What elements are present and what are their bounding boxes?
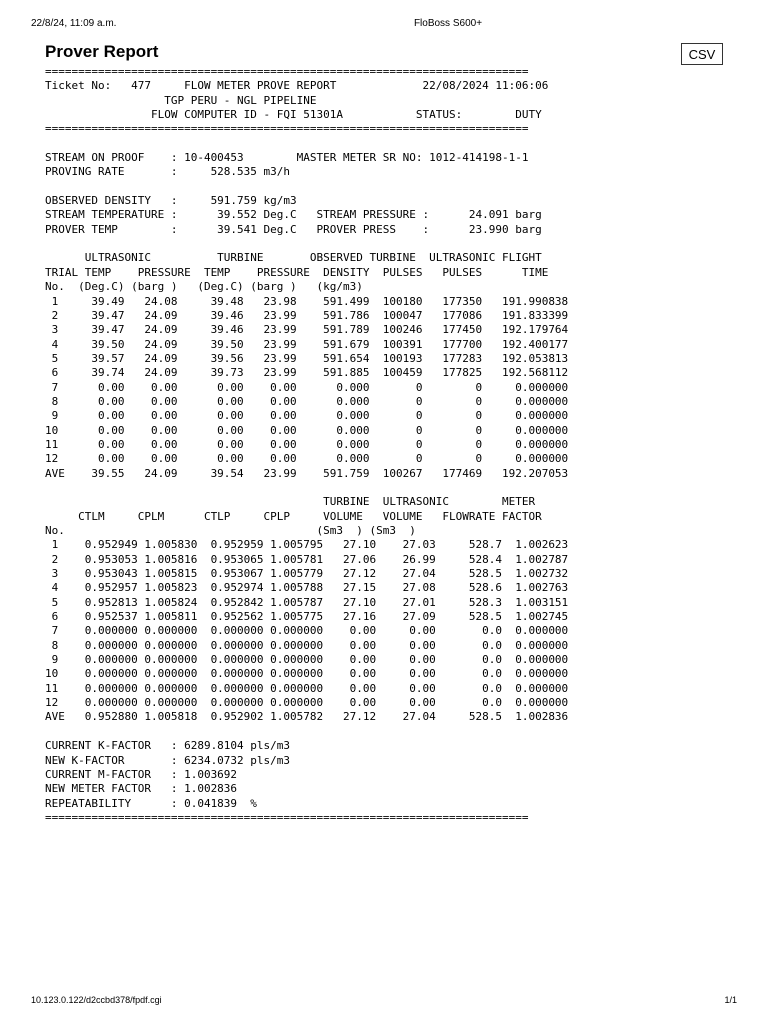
report-line: 12 0.000000 0.000000 0.000000 0.000000 0.00 0.00 0.0 0.000000 xyxy=(45,696,569,710)
report-line: 12 0.00 0.00 0.00 0.00 0.000 0 0 0.000000 xyxy=(45,452,569,466)
report-line: 11 0.00 0.00 0.00 0.00 0.000 0 0 0.000000 xyxy=(45,437,569,451)
report-line: REPEATABILITY : 0.041839 % xyxy=(45,796,257,810)
report-line: PROVER TEMP : 39.541 Deg.C PROVER PRESS : 23.990 barg xyxy=(45,222,542,236)
report-line: 1 0.952949 1.005830 0.952959 1.005795 27.10 27.03 528.7 1.002623 xyxy=(45,538,569,552)
report-line: CURRENT M-FACTOR : 1.003692 xyxy=(45,767,238,781)
report-line: 7 0.00 0.00 0.00 0.00 0.000 0 0 0.000000 xyxy=(45,380,569,394)
report-line: 8 0.00 0.00 0.00 0.00 0.000 0 0 0.000000 xyxy=(45,394,569,408)
report-line: NEW K-FACTOR : 6234.0732 pls/m3 xyxy=(45,753,291,767)
report-line: 6 0.952537 1.005811 0.952562 1.005775 27.16 27.09 528.5 1.002745 xyxy=(45,610,569,624)
report-line: 3 39.47 24.09 39.46 23.99 591.789 100246 177450 192.179764 xyxy=(45,323,569,337)
report-line: 2 39.47 24.09 39.46 23.99 591.786 100047 177086 191.833399 xyxy=(45,308,569,322)
report-line: CURRENT K-FACTOR : 6289.8104 pls/m3 xyxy=(45,739,291,753)
report-line xyxy=(45,180,568,194)
device-name: FloBoss S600+ xyxy=(413,18,483,29)
page-number: 1/1 xyxy=(724,995,737,1005)
print-datetime: 22/8/24, 11:09 a.m. xyxy=(31,18,117,29)
report-line: CTLM CPLM CTLP CPLP VOLUME VOLUME FLOWRATE FACTOR xyxy=(45,509,542,523)
report-line: 2 0.953053 1.005816 0.953065 1.005781 27.06 26.99 528.4 1.002787 xyxy=(45,552,569,566)
report-line: Ticket No: 477 FLOW METER PROVE REPORT 22/08/2024 11:06:06 xyxy=(45,79,549,93)
report-line: NEW METER FACTOR : 1.002836 xyxy=(45,782,238,796)
report-line: 3 0.953043 1.005815 0.953067 1.005779 27.12 27.04 528.5 1.002732 xyxy=(45,567,569,581)
report-line: 10 0.00 0.00 0.00 0.00 0.000 0 0 0.000000 xyxy=(45,423,569,437)
report-line: ULTRASONIC TURBINE OBSERVED TURBINE ULTRASONIC FLIGHT xyxy=(45,251,542,265)
report-line: 1 39.49 24.08 39.48 23.98 591.499 100180 177350 191.990838 xyxy=(45,294,569,308)
report-line: 9 0.000000 0.000000 0.000000 0.000000 0.00 0.00 0.0 0.000000 xyxy=(45,653,569,667)
report-line: STREAM ON PROOF : 10-400453 MASTER METER SR NO: 1012-414198-1-1 xyxy=(45,151,529,165)
report-line: ========================================================================= xyxy=(45,65,529,78)
report-line: 7 0.000000 0.000000 0.000000 0.000000 0.00 0.00 0.0 0.000000 xyxy=(45,624,569,638)
report-line: STREAM TEMPERATURE : 39.552 Deg.C STREAM PRESSURE : 24.091 barg xyxy=(45,208,542,222)
report-line: 11 0.000000 0.000000 0.000000 0.000000 0.00 0.00 0.0 0.000000 xyxy=(45,681,569,695)
report-line: TGP PERU - NGL PIPELINE xyxy=(45,93,317,107)
report-line xyxy=(45,725,568,739)
report-line: 8 0.000000 0.000000 0.000000 0.000000 0.00 0.00 0.0 0.000000 xyxy=(45,638,569,652)
report-line: 5 39.57 24.09 39.56 23.99 591.654 100193 177283 192.053813 xyxy=(45,351,569,365)
page-title: Prover Report xyxy=(45,42,159,61)
report-line: TURBINE ULTRASONIC METER xyxy=(45,495,536,509)
report-line xyxy=(45,137,568,151)
report-line: ========================================================================= xyxy=(45,810,529,824)
report-line: FLOW COMPUTER ID - FQI 51301A STATUS: DUTY xyxy=(45,108,542,122)
report-line: PROVING RATE : 528.535 m3/h xyxy=(45,165,291,179)
report-line: 4 0.952957 1.005823 0.952974 1.005788 27.15 27.08 528.6 1.002763 xyxy=(45,581,569,595)
report-line: AVE 0.952880 1.005818 0.952902 1.005782 27.12 27.04 528.5 1.002836 xyxy=(45,710,569,724)
report-line: AVE 39.55 24.09 39.54 23.99 591.759 100267 177469 192.207053 xyxy=(45,466,569,480)
report-line: No. (Sm3 ) (Sm3 ) xyxy=(45,524,416,537)
report-line: 5 0.952813 1.005824 0.952842 1.005787 27.10 27.01 528.3 1.003151 xyxy=(45,595,569,609)
report-line: 4 39.50 24.09 39.50 23.99 591.679 100391 177700 192.400177 xyxy=(45,337,569,351)
report-line xyxy=(45,237,568,251)
prove-report-text xyxy=(45,65,568,825)
page-url: 10.123.0.122/d2ccbd378/fpdf.cgi xyxy=(31,995,162,1005)
report-line xyxy=(45,481,568,495)
report-line: TRIAL TEMP PRESSURE TEMP PRESSURE DENSITY PULSES PULSES TIME xyxy=(45,265,549,279)
report-line: ========================================================================= xyxy=(45,122,529,136)
csv-export-button[interactable]: CSV xyxy=(681,43,723,65)
report-line: OBSERVED DENSITY : 591.759 kg/m3 xyxy=(45,194,297,208)
report-line: 10 0.000000 0.000000 0.000000 0.000000 0.00 0.00 0.0 0.000000 xyxy=(45,667,569,681)
report-line: 9 0.00 0.00 0.00 0.00 0.000 0 0 0.000000 xyxy=(45,409,569,423)
report-line: 6 39.74 24.09 39.73 23.99 591.885 100459 177825 192.568112 xyxy=(45,366,569,380)
report-line: No. (Deg.C) (barg ) (Deg.C) (barg ) (kg/m3) xyxy=(45,280,363,294)
